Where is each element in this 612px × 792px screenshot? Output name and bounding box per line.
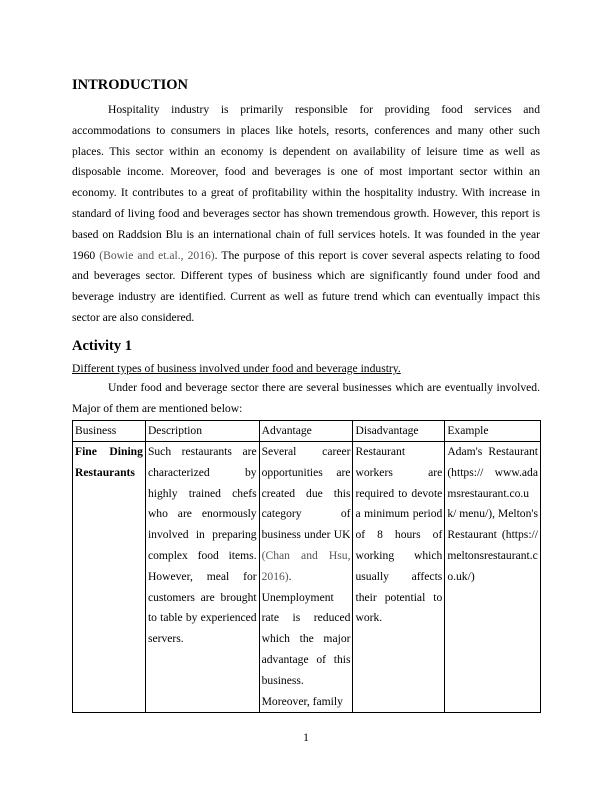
document-page	[72, 76, 540, 419]
intro-paragraph	[72, 100, 540, 329]
intro-heading: INTRODUCTION	[72, 77, 189, 93]
activity-heading: Activity 1	[72, 337, 132, 354]
cell-example: Adam's Restaurant (https:// www.adamsrestaurant.co.uk/ menu/), Melton's Restaurant (https://meltonsrestaurant.co.uk/)	[445, 442, 541, 713]
table-header-row	[73, 421, 541, 442]
header-example: Example	[445, 421, 541, 442]
cell-advantage	[259, 442, 353, 713]
intro-text-1: Hospitality industry is primarily responsible for providing food services and accommodations to consumers in places like hotels, resorts, conferences and many other such places. This sector within an economy is dependent on availability of leisure time as well as disposable income. Moreover, food and beverages is one of most important sector within an economy. It contributes to a great of profitability within the hospitality industry. With increase in standard of living food and beverages sector has shown tremendous growth. However, this report is based on Raddsion Blu is an international chain of full services hotels. It was founded in the year 1960	[72, 103, 540, 262]
header-disadvantage: Disadvantage	[353, 421, 445, 442]
advantage-text-2: . Unemployment rate is reduced which the major advantage of this business. Moreover, family	[261, 569, 351, 708]
business-table	[72, 420, 541, 713]
advantage-citation: (Chan and Hsu, 2016)	[261, 548, 351, 583]
activity-subheading: Different types of business involved under food and beverage industry.	[72, 361, 401, 375]
intro-text-2: . The purpose of this report is cover several aspects relating to food and beverages sector. Different types of business which are significantly found under food and beverage industry are identified. Current as well as future trend which can eventually impact this sector are also considered.	[72, 248, 540, 324]
table-row	[73, 442, 541, 713]
header-business: Business	[73, 421, 146, 442]
cell-disadvantage: Restaurant workers are required to devote a minimum period of 8 hours of working which usually affects their potential to work.	[353, 442, 445, 713]
header-description: Description	[145, 421, 259, 442]
cell-business: Fine Dining Restaurants	[73, 442, 146, 713]
advantage-text-1: Several career opportunities are created due this category of business under UK	[261, 445, 351, 542]
page-number: 1	[303, 731, 309, 744]
header-advantage: Advantage	[259, 421, 353, 442]
intro-citation: (Bowie and et.al., 2016)	[99, 248, 215, 262]
cell-description: Such restaurants are characterized by highly trained chefs who are enormously involved in preparing complex food items. However, meal for customers are brought to table by experienced servers.	[145, 442, 259, 713]
activity-intro: Under food and beverage sector there are several businesses which are eventually involved. Major of them are mentioned below:	[72, 380, 540, 415]
